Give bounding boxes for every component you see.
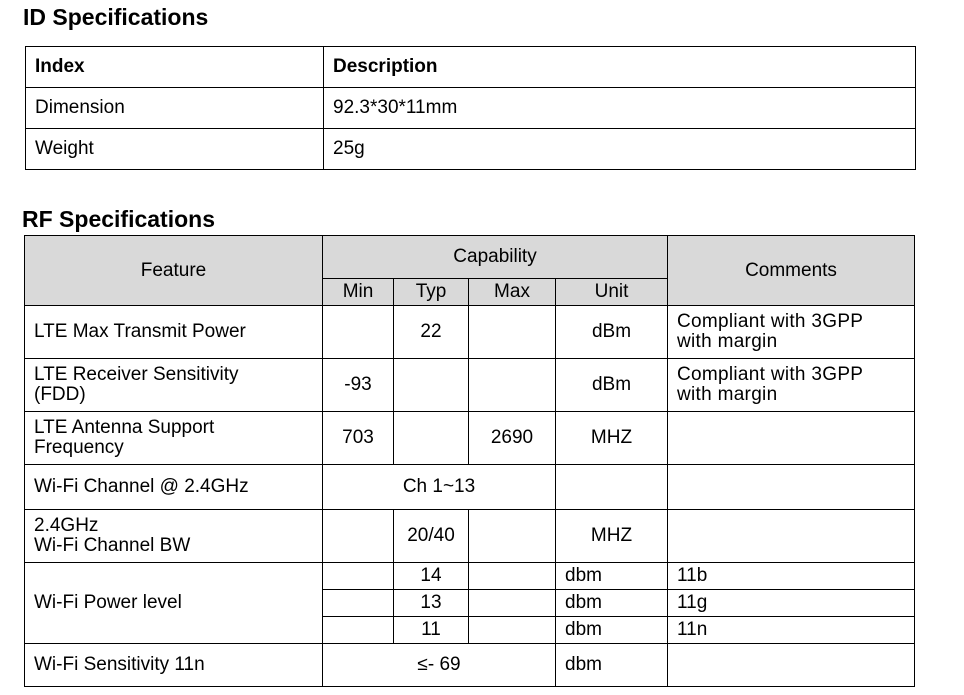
index-cell: Dimension <box>26 88 324 129</box>
comments-header: Comments <box>668 236 915 306</box>
table-row <box>25 510 915 563</box>
feature-line: Wi-Fi Channel BW <box>34 535 191 556</box>
typ-cell: 20/40 <box>394 510 469 563</box>
typ-cell: 22 <box>394 306 469 359</box>
capability-value-cell: Ch 1~13 <box>323 465 556 510</box>
max-cell <box>469 617 556 644</box>
comment-cell <box>668 465 915 510</box>
comment-cell: 11b <box>668 563 915 590</box>
id-specifications-table <box>25 46 916 170</box>
comment-cell <box>668 510 915 563</box>
typ-cell: 11 <box>394 617 469 644</box>
unit-cell: dbm <box>556 590 668 617</box>
table-row <box>26 88 916 129</box>
capability-value-cell: ≤- 69 <box>323 644 556 687</box>
typ-cell: 13 <box>394 590 469 617</box>
unit-cell: dBm <box>556 359 668 412</box>
min-header: Min <box>323 279 394 306</box>
comment-line: with margin <box>677 331 778 352</box>
feature-line: Frequency <box>34 437 124 458</box>
table-row <box>25 465 915 510</box>
feature-cell: LTE Max Transmit Power <box>25 306 323 359</box>
table-row <box>26 47 916 88</box>
feature-cell: Wi-Fi Sensitivity 11n <box>25 644 323 687</box>
max-cell <box>469 359 556 412</box>
comment-cell: 11n <box>668 617 915 644</box>
min-cell <box>323 617 394 644</box>
min-cell <box>323 306 394 359</box>
unit-cell: MHZ <box>556 510 668 563</box>
feature-cell: Wi-Fi Channel @ 2.4GHz <box>25 465 323 510</box>
unit-cell: dbm <box>556 617 668 644</box>
table-row <box>25 306 915 359</box>
feature-header: Feature <box>25 236 323 306</box>
table-row <box>25 563 915 590</box>
max-cell <box>469 510 556 563</box>
feature-line: 2.4GHz <box>34 515 99 536</box>
typ-cell: 14 <box>394 563 469 590</box>
description-header: Description <box>324 47 916 88</box>
typ-cell <box>394 359 469 412</box>
unit-cell: dbm <box>556 563 668 590</box>
typ-cell <box>394 412 469 465</box>
table-row <box>25 644 915 687</box>
min-cell <box>323 563 394 590</box>
index-header: Index <box>26 47 324 88</box>
feature-cell: Wi-Fi Power level <box>25 563 323 644</box>
min-cell <box>323 590 394 617</box>
id-specifications-title: ID Specifications <box>23 4 209 30</box>
table-row <box>25 359 915 412</box>
index-cell: Weight <box>26 129 324 170</box>
feature-cell <box>25 359 323 412</box>
comment-cell <box>668 644 915 687</box>
min-cell: 703 <box>323 412 394 465</box>
comment-line: Compliant with 3GPP <box>677 311 864 332</box>
rf-specifications-table <box>24 235 915 687</box>
max-cell <box>469 590 556 617</box>
comment-cell <box>668 306 915 359</box>
comment-line: with margin <box>677 384 778 405</box>
unit-cell <box>556 465 668 510</box>
comment-cell <box>668 412 915 465</box>
unit-cell: dbm <box>556 644 668 687</box>
table-row <box>25 236 915 279</box>
feature-cell <box>25 412 323 465</box>
typ-header: Typ <box>394 279 469 306</box>
feature-cell <box>25 510 323 563</box>
max-cell <box>469 306 556 359</box>
unit-header: Unit <box>556 279 668 306</box>
max-cell <box>469 563 556 590</box>
feature-line: (FDD) <box>34 384 86 405</box>
table-row <box>25 412 915 465</box>
comment-line: Compliant with 3GPP <box>677 364 864 385</box>
comment-cell <box>668 359 915 412</box>
description-cell: 92.3*30*11mm <box>324 88 916 129</box>
capability-header: Capability <box>323 236 668 279</box>
max-cell: 2690 <box>469 412 556 465</box>
description-cell: 25g <box>324 129 916 170</box>
unit-cell: MHZ <box>556 412 668 465</box>
unit-cell: dBm <box>556 306 668 359</box>
feature-line: LTE Receiver Sensitivity <box>34 364 239 385</box>
comment-cell: 11g <box>668 590 915 617</box>
min-cell: -93 <box>323 359 394 412</box>
rf-specifications-title: RF Specifications <box>22 206 215 232</box>
min-cell <box>323 510 394 563</box>
max-header: Max <box>469 279 556 306</box>
feature-line: LTE Antenna Support <box>34 417 215 438</box>
table-row <box>26 129 916 170</box>
